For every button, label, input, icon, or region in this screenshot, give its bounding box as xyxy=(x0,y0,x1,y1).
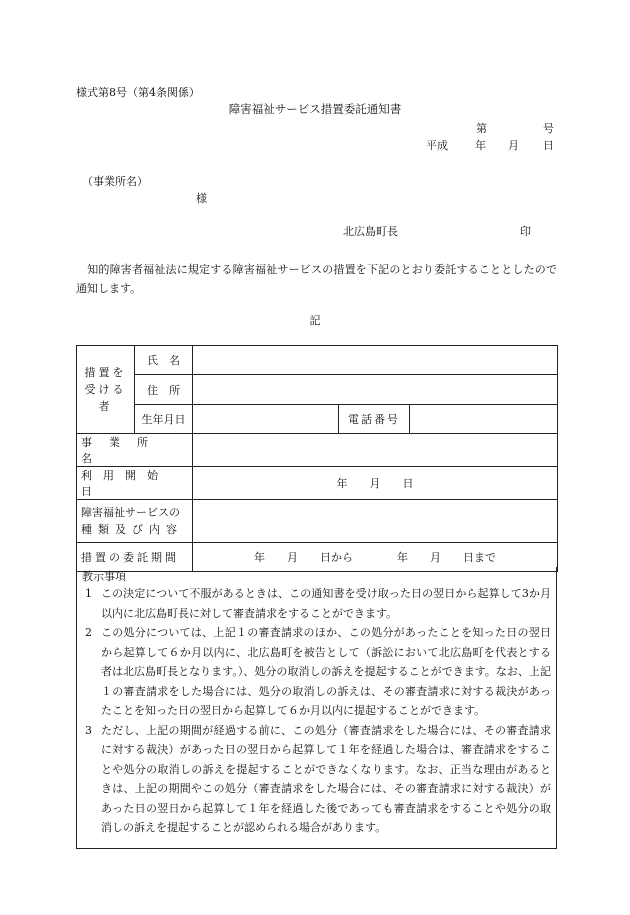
form-number: 様式第8号（第4条関係） xyxy=(76,86,200,99)
row-office xyxy=(77,434,558,467)
doc-number-suffix: 号 xyxy=(543,122,554,135)
row-name xyxy=(77,346,558,375)
form-table xyxy=(76,345,558,572)
notice-item: 2 この処分については、上記１の審査請求のほか、この処分があったことを知った日の翌日から起算して６か月以内に、北広島町を被告として（訴訟において北広島町を代表とする者は北広島町長となります。）、処分の取消しの訴えを提起することができます。なお、上記１の審査請求をした場合には、処分の取消しの訴えは、その審査請求に対する裁決があったことを知った日の翌日から起算して６か月以内に提起することができます。 xyxy=(85,626,551,717)
dob-field[interactable] xyxy=(193,405,339,434)
date-day: 日 xyxy=(543,139,554,152)
address-label: 住 所 xyxy=(135,375,193,405)
name-field[interactable] xyxy=(193,346,558,375)
phone-field[interactable] xyxy=(410,405,558,434)
date-year: 年 xyxy=(475,139,486,152)
date-era: 平成 xyxy=(426,139,448,152)
doc-number-prefix: 第 xyxy=(476,122,487,135)
recipient-honorific: 様 xyxy=(196,192,207,205)
sender-name: 北広島町長 xyxy=(343,225,398,238)
row-address xyxy=(77,375,558,405)
start-value[interactable]: 年 月 日 xyxy=(193,467,558,500)
start-label: 利用開始日 xyxy=(77,467,193,500)
phone-label: 電話番号 xyxy=(339,405,410,434)
notice-section xyxy=(76,567,557,849)
body-text: 知的障害者福祉法に規定する障害福祉サービスの措置を下記のとおり委託することとしたので通知します。 xyxy=(76,263,557,295)
ki-heading: 記 xyxy=(309,314,321,327)
service-field[interactable] xyxy=(193,500,558,543)
document-title: 障害福祉サービス措置委託通知書 xyxy=(228,102,402,116)
notice-heading: 教示事項 xyxy=(82,570,126,583)
office-field[interactable] xyxy=(193,434,558,467)
dob-label: 生年月日 xyxy=(135,405,193,434)
recipient-label: （事業所名） xyxy=(82,175,148,188)
period-value[interactable]: 年 月 日から 年 月 日まで xyxy=(193,543,558,572)
date-month: 月 xyxy=(508,139,519,152)
seal-mark: 印 xyxy=(520,225,531,238)
service-label: 障害福祉サービスの 種類及び内容 xyxy=(77,500,193,543)
office-label: 事業所名 xyxy=(77,434,193,467)
row-start-date xyxy=(77,467,558,500)
name-label: 氏 名 xyxy=(135,346,193,375)
address-field[interactable] xyxy=(193,375,558,405)
notice-item: 1 この決定について不服があるときは、この通知書を受け取った日の翌日から起算して3か月以内に北広島町長に対して審査請求をすることができます。 xyxy=(85,587,551,620)
notice-item: 3 ただし、上記の期間が経過する前に、この処分（審査請求をした場合には、その審査請求に対する裁決）があった日の翌日から起算して１年を経過した場合は、審査請求をすることや処分の取消しの訴えを提起することができなくなります。なお、正当な理由があるときは、上記の期間やこの処分（審査請求をした場合には、その審査請求に対する裁決）があった日の翌日から起算して１年を経過した後であっても審査請求をすることや処分の取消しの訴えを提起することが認められる場合があります。 xyxy=(85,723,551,834)
person-group-label: 措置を受ける者 xyxy=(77,346,135,434)
row-service xyxy=(77,500,558,543)
row-dob xyxy=(77,405,558,434)
period-label: 措置の委託期間 xyxy=(77,543,193,572)
